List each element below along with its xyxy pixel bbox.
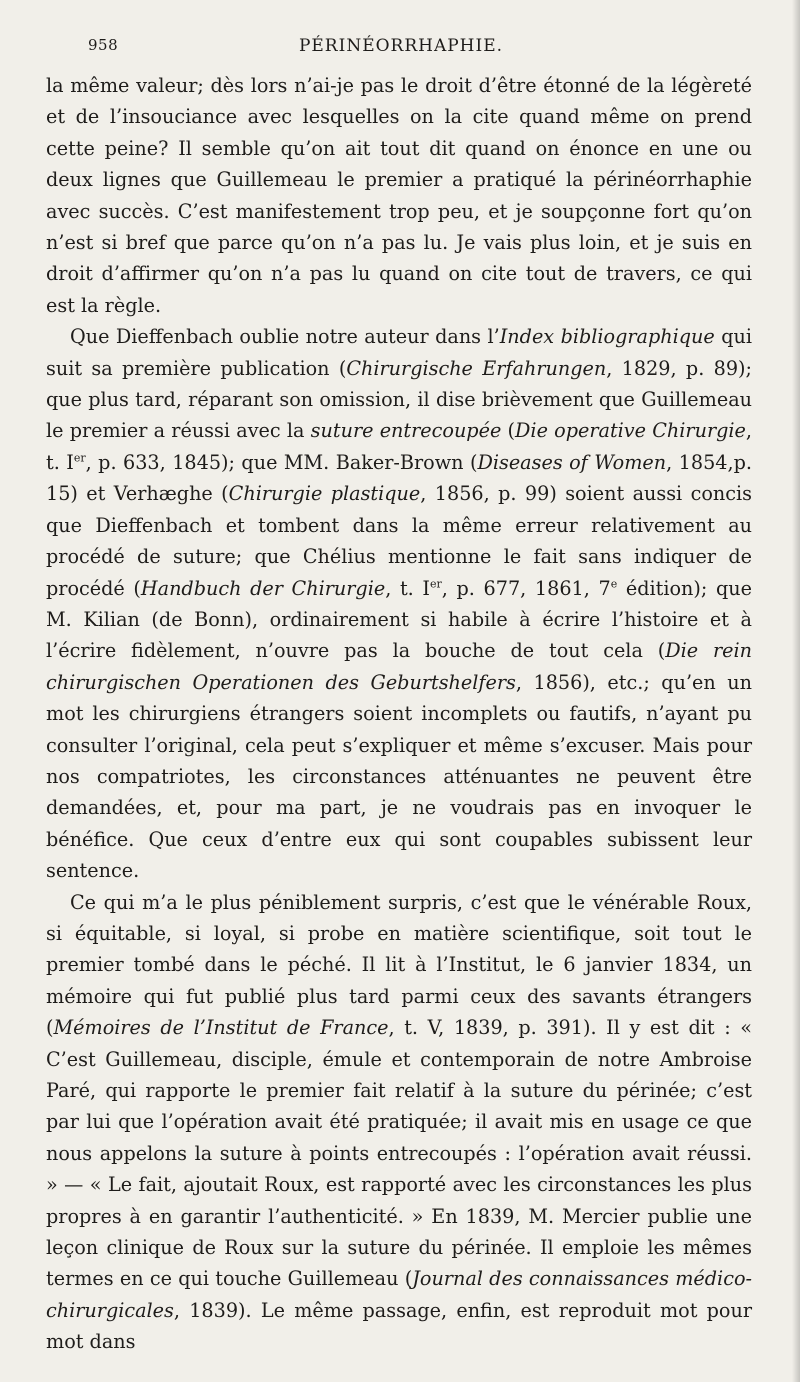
italic-title: Index bibliographique <box>499 325 715 349</box>
superscript: er <box>73 451 86 465</box>
paragraph-3 <box>46 887 752 1358</box>
superscript: er <box>429 577 442 591</box>
text-run: , 1856), etc.; qu’en un mot les chirurgiens étrangers soient incomplets ou fautifs, n’ayant pu consulter l’original, cela peut s’expliquer et même s’excuser. Mais pour nos compatriotes, les circonstances atténuantes ne peuvent être demandées, et, pour ma part, je ne voudrais pas en invoquer le bénéfice. Que ceux d’entre eux qui sont coupables subissent leur sentence. <box>46 670 752 883</box>
italic-title: Handbuch der Chirurgie <box>140 576 386 600</box>
body-text <box>46 70 752 1358</box>
italic-title: Journal des connaissances médico-chirurgicales <box>46 1267 752 1322</box>
italic-title: Diseases of Women <box>477 450 667 474</box>
text-run: , t. I <box>46 419 752 474</box>
text-run: , 1854,p. 15) et Verhæghe ( <box>46 450 752 506</box>
italic-title: Die operative Chirurgie <box>515 419 746 443</box>
text-run: Que Dieffenbach oublie notre auteur dans l’ <box>70 325 500 349</box>
page-number: 958 <box>88 36 119 54</box>
page-header <box>46 36 756 70</box>
italic-title: Chirurgische Erfahrungen <box>346 356 607 380</box>
text-run: , p. 677, 1861, 7 <box>441 576 611 600</box>
italic-title: suture entrecoupée <box>310 419 502 443</box>
paragraph-2 <box>46 321 752 886</box>
superscript: e <box>610 577 618 591</box>
running-head: PÉRINÉORRHAPHIE. <box>298 36 504 56</box>
text-run: , t. V, 1839, p. 391). Il y est dit : « C’est Guillemeau, disciple, émule et contemporain de notre Ambroise Paré, qui rapporte le premier fait relatif à la suture du périnée; c’est par lui que l’opération avait été pratiquée; il avait mis en usage ce que nous appelons la suture à points entrecoupés : l’opération avait réussi. » — « Le fait, ajoutait Roux, est rapporté avec les circonstances les plus propres à en garantir l’authenticité. » En 1839, M. Mercier publie une leçon clinique de Roux sur la suture du périnée. Il emploie les mêmes termes en ce qui touche Guillemeau ( <box>46 1016 753 1291</box>
italic-title: Chirurgie plastique <box>228 482 421 506</box>
text-run: , 1839). Le même passage, enfin, est reproduit mot pour mot dans <box>46 1298 752 1354</box>
text-run: , p. 633, 1845); que MM. Baker-Brown ( <box>85 450 478 474</box>
paragraph-1 <box>46 70 752 321</box>
text-run: la même valeur; dès lors n’ai-je pas le droit d’être étonné de la légèreté et de l’insouciance avec lesquelles on la cite quand même on prend cette peine? Il semble qu’on ait tout dit quand on énonce en une ou deux lignes que Guillemeau le premier a pratiqué la périnéorrhaphie avec succès. C’est manifestement trop peu, et je soupçonne fort qu’on n’est si bref que parce qu’on n’a pas lu. Je vais plus loin, et je suis en droit d’affirmer qu’on n’a pas lu quand on cite tout de travers, ce qui est la règle. <box>46 74 752 317</box>
text-run: ( <box>501 419 516 443</box>
page-edge-shadow <box>792 0 800 1382</box>
text-run: édition); que M. Kilian (de Bonn), ordinairement si habile à écrire l’histoire et à l’écrire fidèlement, n’ouvre pas la bouche de tout cela ( <box>46 576 752 663</box>
text-run: , t. I <box>385 576 430 600</box>
text-run: Ce qui m’a le plus péniblement surpris, c’est que le vénérable Roux, si équitable, si loyal, si probe en matière scientifique, soit tout le premier tombé dans le péché. Il lit à l’Institut, le 6 janvier 1834, un mémoire qui fut publié plus tard parmi ceux des savants étrangers ( <box>46 890 752 1040</box>
text-run: , 1856, p. 99) soient aussi concis que Dieffenbach et tombent dans la même erreur relativement au procédé de suture; que Chélius mentionne le fait sans indiquer de procédé ( <box>46 482 752 600</box>
italic-title: Mémoires de l’Institut de France <box>53 1016 389 1040</box>
text-run: , 1829, p. 89); que plus tard, réparant son omission, il dise brièvement que Guillemeau le premier a réussi avec la <box>46 356 752 443</box>
text-run: qui suit sa première publication ( <box>46 325 752 380</box>
italic-title: Die rein chirurgischen Operationen des Geburtshelfers <box>46 639 752 694</box>
